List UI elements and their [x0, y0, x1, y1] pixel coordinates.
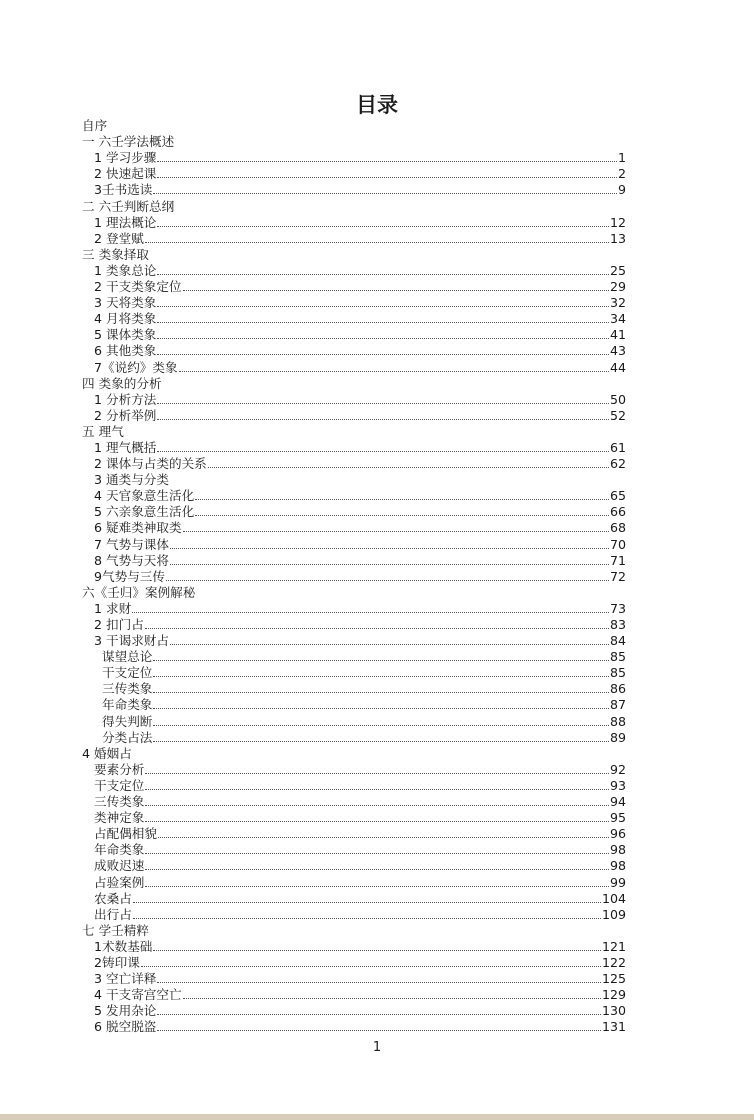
toc-entry-label: 出行占	[94, 906, 132, 922]
toc-entry[interactable]	[82, 424, 626, 440]
toc-entry[interactable]	[82, 649, 626, 665]
toc-entry-label: 1 求财	[94, 600, 132, 616]
toc-dot-leader	[153, 741, 609, 742]
toc-dot-leader	[157, 451, 609, 452]
toc-entry[interactable]	[82, 520, 626, 536]
toc-entry-label: 4 干支寄宫空亡	[94, 987, 182, 1003]
toc-dot-leader	[157, 419, 609, 420]
toc-entry-label: 年命类象	[102, 697, 153, 713]
toc-entry-label: 1 理气概括	[94, 439, 157, 455]
toc-entry[interactable]	[82, 279, 626, 295]
page-bottom-edge	[0, 1114, 754, 1120]
toc-entry-label: 3 通类与分类	[94, 472, 169, 488]
toc-entry-label: 五 理气	[82, 423, 124, 439]
toc-entry-page: 65	[609, 488, 626, 504]
toc-entry[interactable]	[82, 504, 626, 520]
toc-dot-leader	[170, 564, 609, 565]
toc-entry-label: 3 空亡详释	[94, 971, 157, 987]
toc-entry-page: 66	[609, 504, 626, 520]
toc-entry-label: 7 气势与课体	[94, 536, 169, 552]
toc-entry-page: 72	[609, 568, 626, 584]
toc-entry[interactable]	[82, 311, 626, 327]
toc-dot-leader	[153, 708, 609, 709]
toc-entry[interactable]	[82, 762, 626, 778]
toc-dot-leader	[183, 531, 609, 532]
toc-dot-leader	[157, 322, 609, 323]
toc-entry[interactable]	[82, 874, 626, 890]
toc-entry[interactable]	[82, 681, 626, 697]
toc-entry[interactable]	[82, 826, 626, 842]
toc-entry-label: 4 天官象意生活化	[94, 488, 195, 504]
toc-entry-label: 类神定象	[94, 810, 145, 826]
toc-entry-label: 3壬书选读	[94, 182, 153, 198]
toc-dot-leader	[170, 644, 609, 645]
toc-dot-leader	[183, 290, 609, 291]
toc-entry-label: 占验案例	[94, 874, 145, 890]
toc-dot-leader	[153, 676, 609, 677]
toc-dot-leader	[145, 869, 609, 870]
toc-dot-leader	[133, 902, 601, 903]
toc-dot-leader	[157, 161, 617, 162]
toc-dot-leader	[170, 548, 609, 549]
toc-entry-label: 2铸印课	[94, 954, 140, 970]
toc-entry-label: 3 干谒求财占	[94, 633, 169, 649]
toc-entry[interactable]	[82, 456, 626, 472]
toc-entry[interactable]	[82, 343, 626, 359]
toc-entry-page: 98	[609, 858, 626, 874]
toc-entry-page: 29	[609, 279, 626, 295]
toc-entry-label: 分类占法	[102, 729, 153, 745]
toc-entry-page: 43	[609, 343, 626, 359]
toc-entry-label: 二 六壬判断总纲	[82, 198, 175, 214]
toc-entry-page: 87	[609, 697, 626, 713]
toc-entry[interactable]	[82, 730, 626, 746]
toc-entry-label: 1 学习步骤	[94, 150, 157, 166]
toc-entry-page: 98	[609, 842, 626, 858]
toc-entry[interactable]	[82, 987, 626, 1003]
toc-entry[interactable]	[82, 166, 626, 182]
toc-entry-label: 自序	[82, 118, 108, 134]
toc-dot-leader	[157, 1014, 601, 1015]
toc-dot-leader	[208, 467, 609, 468]
toc-entry-page: 92	[609, 761, 626, 777]
toc-entry-label: 三 类象择取	[82, 246, 149, 262]
toc-dot-leader	[158, 837, 609, 838]
toc-dot-leader	[157, 403, 609, 404]
toc-entry-page: 96	[609, 826, 626, 842]
toc-entry-page: 13	[609, 230, 626, 246]
toc-dot-leader	[145, 853, 609, 854]
toc-entry[interactable]	[82, 697, 626, 713]
toc-entry[interactable]	[82, 569, 626, 585]
toc-entry-page: 68	[609, 520, 626, 536]
toc-dot-leader	[157, 354, 609, 355]
toc-entry-page: 109	[601, 906, 626, 922]
toc-entry-label: 4 月将类象	[94, 311, 157, 327]
page-number: 1	[372, 1040, 382, 1055]
toc-entry[interactable]	[82, 231, 626, 247]
toc-entry-label: 8 气势与天将	[94, 552, 169, 568]
toc-dot-leader	[145, 628, 609, 629]
toc-entry-page: 86	[609, 681, 626, 697]
toc-dot-leader	[145, 773, 609, 774]
toc-dot-leader	[145, 242, 609, 243]
toc-entry[interactable]	[82, 408, 626, 424]
toc-dot-leader	[157, 274, 609, 275]
toc-entry[interactable]	[82, 617, 626, 633]
toc-entry-page: 32	[609, 295, 626, 311]
toc-entry-page: 52	[609, 407, 626, 423]
toc-entry[interactable]	[82, 327, 626, 343]
toc-entry-page: 2	[617, 166, 626, 182]
toc-entry-label: 要素分析	[94, 761, 145, 777]
toc-entry[interactable]	[82, 1019, 626, 1035]
toc-entry[interactable]	[82, 247, 626, 263]
toc-entry-page: 125	[601, 971, 626, 987]
toc-entry-page: 121	[601, 938, 626, 954]
toc-entry[interactable]	[82, 553, 626, 569]
toc-entry[interactable]	[82, 842, 626, 858]
toc-entry[interactable]	[82, 633, 626, 649]
toc-entry-page: 88	[609, 713, 626, 729]
toc-entry-page: 129	[601, 987, 626, 1003]
toc-entry-page: 70	[609, 536, 626, 552]
toc-entry[interactable]	[82, 1003, 626, 1019]
toc-entry-page: 99	[609, 874, 626, 890]
toc-entry[interactable]	[82, 215, 626, 231]
toc-entry-page: 94	[609, 794, 626, 810]
toc-entry[interactable]	[82, 713, 626, 729]
toc-entry-page: 84	[609, 633, 626, 649]
toc-entry[interactable]	[82, 858, 626, 874]
toc-entry[interactable]	[82, 923, 626, 939]
toc-dot-leader	[157, 338, 609, 339]
toc-entry-label: 三传类象	[94, 794, 145, 810]
toc-entry-label: 1术数基础	[94, 938, 153, 954]
toc-entry-page: 1	[617, 150, 626, 166]
toc-entry-page: 25	[609, 262, 626, 278]
toc-entry-label: 5 发用杂论	[94, 1003, 157, 1019]
toc-entry-label: 4 婚姻占	[82, 745, 132, 761]
toc-entry-label: 年命类象	[94, 842, 145, 858]
toc-entry-label: 成败迟速	[94, 858, 145, 874]
toc-entry-page: 41	[609, 327, 626, 343]
toc-entry[interactable]	[82, 971, 626, 987]
toc-entry[interactable]	[82, 134, 626, 150]
toc-entry[interactable]	[82, 955, 626, 971]
page-title: 目录	[356, 93, 398, 117]
toc-entry-page: 83	[609, 617, 626, 632]
toc-entry-label: 5 六亲象意生活化	[94, 504, 195, 520]
toc-entry[interactable]	[82, 392, 626, 408]
toc-dot-leader	[141, 966, 601, 967]
toc-entry[interactable]	[82, 891, 626, 907]
toc-entry-page: 73	[609, 600, 626, 616]
toc-dot-leader	[166, 580, 609, 581]
toc-entry[interactable]	[82, 585, 626, 601]
toc-entry[interactable]	[82, 536, 626, 552]
toc-entry-page: 61	[609, 439, 626, 455]
toc-entry-label: 2 快速起课	[94, 166, 157, 182]
toc-entry-page: 104	[601, 890, 626, 906]
toc-entry[interactable]	[82, 182, 626, 198]
toc-dot-leader	[157, 306, 609, 307]
toc-entry-label: 四 类象的分析	[82, 375, 162, 391]
toc-dot-leader	[157, 982, 601, 983]
toc-entry-label: 3 天将类象	[94, 295, 157, 311]
toc-entry-label: 7《说约》类象	[94, 359, 178, 375]
toc-entry-page: 122	[601, 954, 626, 970]
toc-entry[interactable]	[82, 472, 626, 488]
toc-dot-leader	[145, 886, 609, 887]
toc-entry-label: 6 其他类象	[94, 343, 157, 359]
toc-entry-page: 95	[609, 810, 626, 826]
toc-entry-label: 2 登堂赋	[94, 230, 144, 246]
toc-dot-leader	[153, 692, 609, 693]
toc-entry-label: 1 理法概论	[94, 214, 157, 230]
toc-dot-leader	[153, 950, 601, 951]
toc-entry-label: 2 干支类象定位	[94, 279, 182, 295]
toc-entry-label: 6 脱空脱盗	[94, 1019, 157, 1035]
toc-entry[interactable]	[82, 939, 626, 955]
toc-dot-leader	[145, 789, 609, 790]
toc-entry[interactable]	[82, 488, 626, 504]
toc-entry[interactable]	[82, 263, 626, 279]
toc-entry-page: 62	[609, 456, 626, 472]
toc-entry-page: 89	[609, 729, 626, 745]
toc-entry[interactable]	[82, 778, 626, 794]
toc-entry-page: 9	[617, 182, 626, 198]
toc-entry-label: 5 课体类象	[94, 327, 157, 343]
toc-entry-page: 131	[601, 1019, 626, 1035]
table-of-contents	[82, 118, 626, 1035]
toc-entry-label: 1 类象总论	[94, 262, 157, 278]
toc-entry-label: 得失判断	[102, 713, 153, 729]
toc-entry[interactable]	[82, 810, 626, 826]
toc-dot-leader	[153, 725, 609, 726]
toc-entry[interactable]	[82, 150, 626, 166]
toc-dot-leader	[195, 499, 609, 500]
toc-entry-page: 93	[609, 777, 626, 793]
toc-entry[interactable]	[82, 198, 626, 214]
toc-dot-leader	[157, 1030, 601, 1031]
toc-dot-leader	[153, 660, 609, 661]
toc-entry-label: 六《壬归》案例解秘	[82, 584, 196, 600]
toc-entry-label: 2 扣门占	[94, 617, 144, 632]
toc-entry-label: 2 分析举例	[94, 407, 157, 423]
toc-entry-label: 农桑占	[94, 890, 132, 906]
toc-dot-leader	[157, 226, 609, 227]
toc-entry-label: 七 学壬精粹	[82, 922, 149, 938]
toc-entry-page: 44	[609, 359, 626, 375]
toc-entry-label: 三传类象	[102, 681, 153, 697]
toc-dot-leader	[133, 918, 601, 919]
toc-dot-leader	[179, 371, 609, 372]
toc-entry-page: 71	[609, 552, 626, 568]
toc-dot-leader	[195, 515, 609, 516]
toc-dot-leader	[132, 612, 609, 613]
toc-entry-label: 干支定位	[94, 777, 145, 793]
toc-entry-page: 12	[609, 214, 626, 230]
toc-entry-label: 6 疑难类神取类	[94, 520, 182, 536]
toc-entry[interactable]	[82, 376, 626, 392]
toc-entry-label: 谋望总论	[102, 649, 153, 665]
toc-entry[interactable]	[82, 295, 626, 311]
toc-entry[interactable]	[82, 359, 626, 375]
toc-entry[interactable]	[82, 665, 626, 681]
toc-entry[interactable]	[82, 440, 626, 456]
toc-entry-page: 130	[601, 1003, 626, 1019]
toc-entry-label: 2 课体与占类的关系	[94, 456, 207, 472]
toc-entry-label: 9气势与三传	[94, 568, 165, 584]
toc-entry-page: 85	[609, 649, 626, 665]
toc-entry-label: 干支定位	[102, 665, 153, 681]
toc-dot-leader	[153, 193, 617, 194]
toc-entry-label: 1 分析方法	[94, 391, 157, 407]
toc-entry[interactable]	[82, 746, 626, 762]
toc-entry[interactable]	[82, 907, 626, 923]
toc-entry[interactable]	[82, 601, 626, 617]
toc-dot-leader	[145, 821, 609, 822]
toc-entry[interactable]	[82, 794, 626, 810]
toc-entry-label: 一 六壬学法概述	[82, 134, 175, 150]
toc-dot-leader	[145, 805, 609, 806]
toc-entry-page: 85	[609, 665, 626, 681]
toc-dot-leader	[183, 998, 601, 999]
toc-entry-label: 占配偶相貌	[94, 826, 157, 842]
toc-entry-page: 50	[609, 391, 626, 407]
toc-entry[interactable]	[82, 118, 626, 134]
toc-dot-leader	[157, 177, 617, 178]
toc-entry-page: 34	[609, 311, 626, 327]
